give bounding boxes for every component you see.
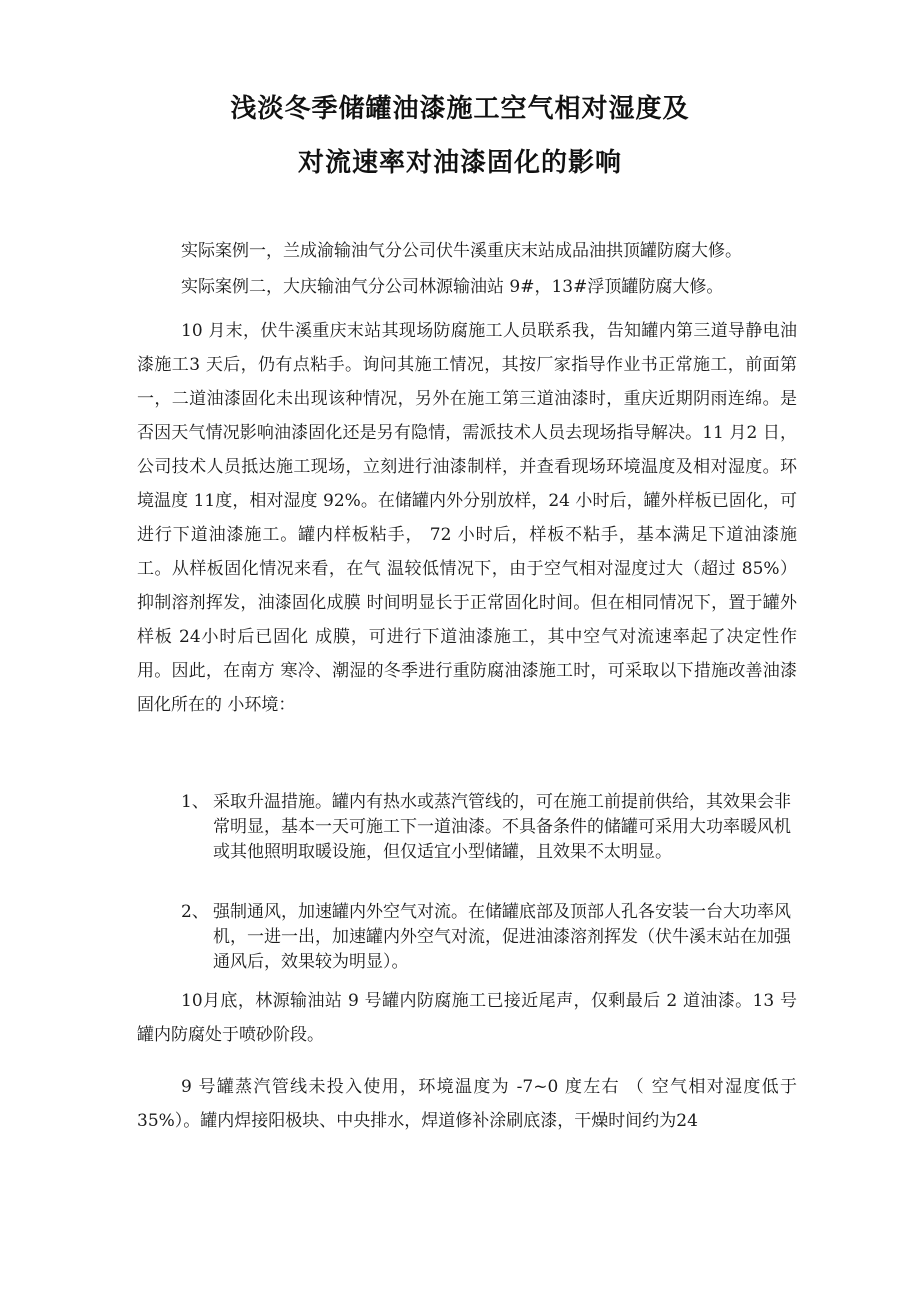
case-example-1: 实际案例一，兰成渝输油气分公司伏牛溪重庆末站成品油拱顶罐防腐大修。 xyxy=(181,241,742,261)
paragraph-3: 9 号罐蒸汽管线未投入使用，环境温度为 -7~0 度左右 （ 空气相对湿度低于 35%）。罐内焊接阳极块、中央排水，焊道修补涂刷底漆，干燥时间约为24 xyxy=(137,1077,797,1131)
paragraph-2-block xyxy=(137,984,797,1052)
case-example-2: 实际案例二，大庆输油气分公司林源输油站 9#，13#浮顶罐防腐大修。 xyxy=(181,277,724,297)
list-item-number: 2、 xyxy=(181,902,209,922)
list-item-1 xyxy=(181,790,791,865)
paragraph-2: 10月底，林源输油站 9 号罐内防腐施工已接近尾声，仅剩最后 2 道油漆。13 号罐内防腐处于喷砂阶段。 xyxy=(137,991,797,1045)
list-item-text: 采取升温措施。罐内有热水或蒸汽管线的，可在施工前提前供给，其效果会非常明显，基本一天可施工下一道油漆。不具备条件的储罐可采用大功率暖风机或其他照明取暖设施，但仅适宜小型储罐，且效果不太明显。 xyxy=(213,792,791,862)
list-item-2 xyxy=(181,900,791,975)
list-item-number: 1、 xyxy=(181,792,209,812)
paragraph-1-block xyxy=(137,314,797,722)
title-line-1: 浅淡冬季储罐油漆施工空气相对湿度及 xyxy=(230,94,690,124)
title-line-2: 对流速率对油漆固化的影响 xyxy=(297,148,622,178)
paragraph-1: 10 月末，伏牛溪重庆末站其现场防腐施工人员联系我，告知罐内第三道导静电油漆施工3 天后，仍有点粘手。询问其施工情况，其按厂家指导作业书正常施工，前面第一，二道油漆固化未出现该种情况，另外在施工第三道油漆时，重庆近期阴雨连绵。是否因天气情况影响油漆固化还是另有隐情，需派技术人员去现场指导解决。11 月2 日，公司技术人员抵达施工现场，立刻进行油漆制样，并查看现场环境温度及相对湿度。环境温度 11度，相对湿度 92%。在储罐内外分别放样，24 小时后，罐外样板已固化，可进行下道油漆施工。罐内样板粘手， 72 小时后，样板不粘手，基本满足下道油漆施工。从样板固化情况来看，在气 温较低情况下，由于空气相对湿度过大（超过 85%）抑制溶剂挥发，油漆固化成膜 时间明显长于正常固化时间。但在相同情况下，置于罐外样板 24小时后已固化 成膜，可进行下道油漆施工，其中空气对流速率起了决定性作用。因此，在南方 寒冷、潮湿的冬季进行重防腐油漆施工时，可采取以下措施改善油漆固化所在的 小环境： xyxy=(137,321,797,715)
paragraph-3-block xyxy=(137,1070,797,1138)
list-item-text: 强制通风，加速罐内外空气对流。在储罐底部及顶部人孔各安装一台大功率风机，一进一出，加速罐内外空气对流，促进油漆溶剂挥发（伏牛溪末站在加强通风后，效果较为明显）。 xyxy=(213,902,791,972)
